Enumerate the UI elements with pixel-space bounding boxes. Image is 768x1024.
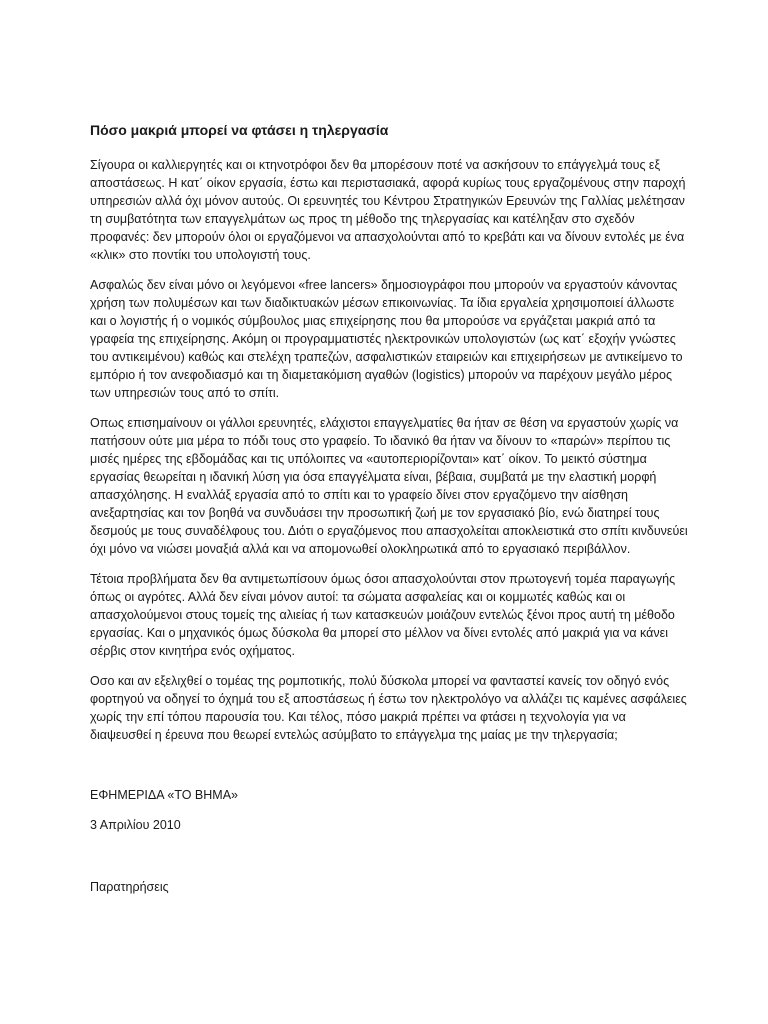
notes-heading: Παρατηρήσεις [90,880,169,894]
article-title: Πόσο μακριά μπορεί να φτάσει η τηλεργασία [90,122,389,138]
date-line: 3 Απριλίου 2010 [90,818,181,832]
article-paragraph-2: Ασφαλώς δεν είναι μόνο οι λεγόμενοι «free lancers» δημοσιογράφοι που μπορούν να εργαστούν κάνοντας χρήση των πολυμέσων και των διαδικτυακών μέσων επικοινωνίας. Τα ίδια εργαλεία χρησιμοποιεί άλλωστε και ο λογιστής ή ο νομικός σύμβουλος μιας επιχείρησης που θα μπορούσε να εργάζεται μακριά από τα γραφεία της επιχείρησης. Ακόμη οι προγραμματιστές ηλεκτρονικών υπολογιστών (ως κατ΄ εξοχήν γνώστες του αντικειμένου) καθώς και στελέχη τραπεζών, ασφαλιστικών εταιρειών και επιχειρήσεων με αντικείμενο το εμπόριο ή τον ανεφοδιασμό και τη διαμετακόμιση αγαθών (logistics) μπορούν να παρέχουν μεγάλο μέρος των υπηρεσιών τους από το σπίτι. [90,278,683,400]
article-paragraph-5: Οσο και αν εξελιχθεί ο τομέας της ρομποτικής, πολύ δύσκολα μπορεί να φανταστεί κανείς τον οδηγό ενός φορτηγού να οδηγεί το όχημά του εξ αποστάσεως ή έστω τον ηλεκτρολόγο να αλλάζει τις καμένες ασφάλειες χωρίς την επί τόπου παρουσία του. Και τέλος, πόσο μακριά πρέπει να φτάσει η τεχνολογία για να διαψευσθεί η έρευνα που θεωρεί εντελώς ασύμβατο το επάγγελμα της μαίας με την τηλεργασία; [90,674,687,742]
article-paragraph-4: Τέτοια προβλήματα δεν θα αντιμετωπίσουν όμως όσοι απασχολούνται στον πρωτογενή τομέα παραγωγής όπως οι αγρότες. Αλλά δεν είναι μόνον αυτοί: τα σώματα ασφαλείας και οι κομμωτές καθώς και οι απασχολούμενοι στους τομείς της αλιείας ή των κατασκευών μοιάζουν εντελώς ξένοι προς αυτή τη μέθοδο εργασίας. Και ο μηχανικός όμως δύσκολα θα μπορεί στο μέλλον να δίνει εντολές από μακριά για να κάνει σέρβις στον κινητήρα ενός οχήματος. [90,572,676,658]
source-line: ΕΦΗΜΕΡΙΔΑ «ΤΟ ΒΗΜΑ» [90,788,238,802]
spacer [90,846,690,878]
spacer [90,756,690,786]
article-paragraph-3: Οπως επισημαίνουν οι γάλλοι ερευνητές, ελάχιστοι επαγγελματίες θα ήταν σε θέση να εργαστούν χωρίς να πατήσουν ούτε μια μέρα το πόδι τους στο γραφείο. Το ιδανικό θα ήταν να δίνουν το «παρών» περίπου τις μισές ημέρες της εβδομάδας και τις υπόλοιπες να «αυτοπεριορίζονται» κατ΄ οίκον. Το μεικτό σύστημα εργασίας θεωρείται η ιδανική λύση για όσα επαγγέλματα είναι, βέβαια, συμβατά με την ελαστική μορφή απασχόλησης. Η εναλλάξ εργασία από το σπίτι και το γραφείο δίνει στον εργαζόμενο την αίσθηση ανεξαρτησίας και τον βοηθά να συνδυάσει την προσωπική ζωή με τον εργασιακό βίο, ενώ διατηρεί τους δεσμούς με τους συναδέλφους του. Διότι ο εργαζόμενος που απασχολείται αποκλειστικά στο σπίτι κινδυνεύει όχι μόνο να νιώσει μοναξιά αλλά και να απομονωθεί ολοκληρωτικά από το εργασιακό περιβάλλον. [90,416,688,556]
document-page [90,120,690,908]
article-paragraph-1: Σίγουρα οι καλλιεργητές και οι κτηνοτρόφοι δεν θα μπορέσουν ποτέ να ασκήσουν το επάγγελμά τους εξ αποστάσεως. Η κατ΄ οίκον εργασία, έστω και περιστασιακά, αφορά κυρίως τους εργαζομένους στην παροχή υπηρεσιών αλλά όχι μόνον αυτούς. Οι ερευνητές του Κέντρου Στρατηγικών Ερευνών της Γαλλίας μελέτησαν τη συμβατότητα των επαγγελμάτων ως προς τη μέθοδο της τηλεργασίας και κατέληξαν στο σχεδόν προφανές: δεν μπορούν όλοι οι εργαζόμενοι να απασχολούνται από το κρεβάτι και να δίνουν εντολές με ένα «κλικ» στο ποντίκι του υπολογιστή τους. [90,158,686,262]
